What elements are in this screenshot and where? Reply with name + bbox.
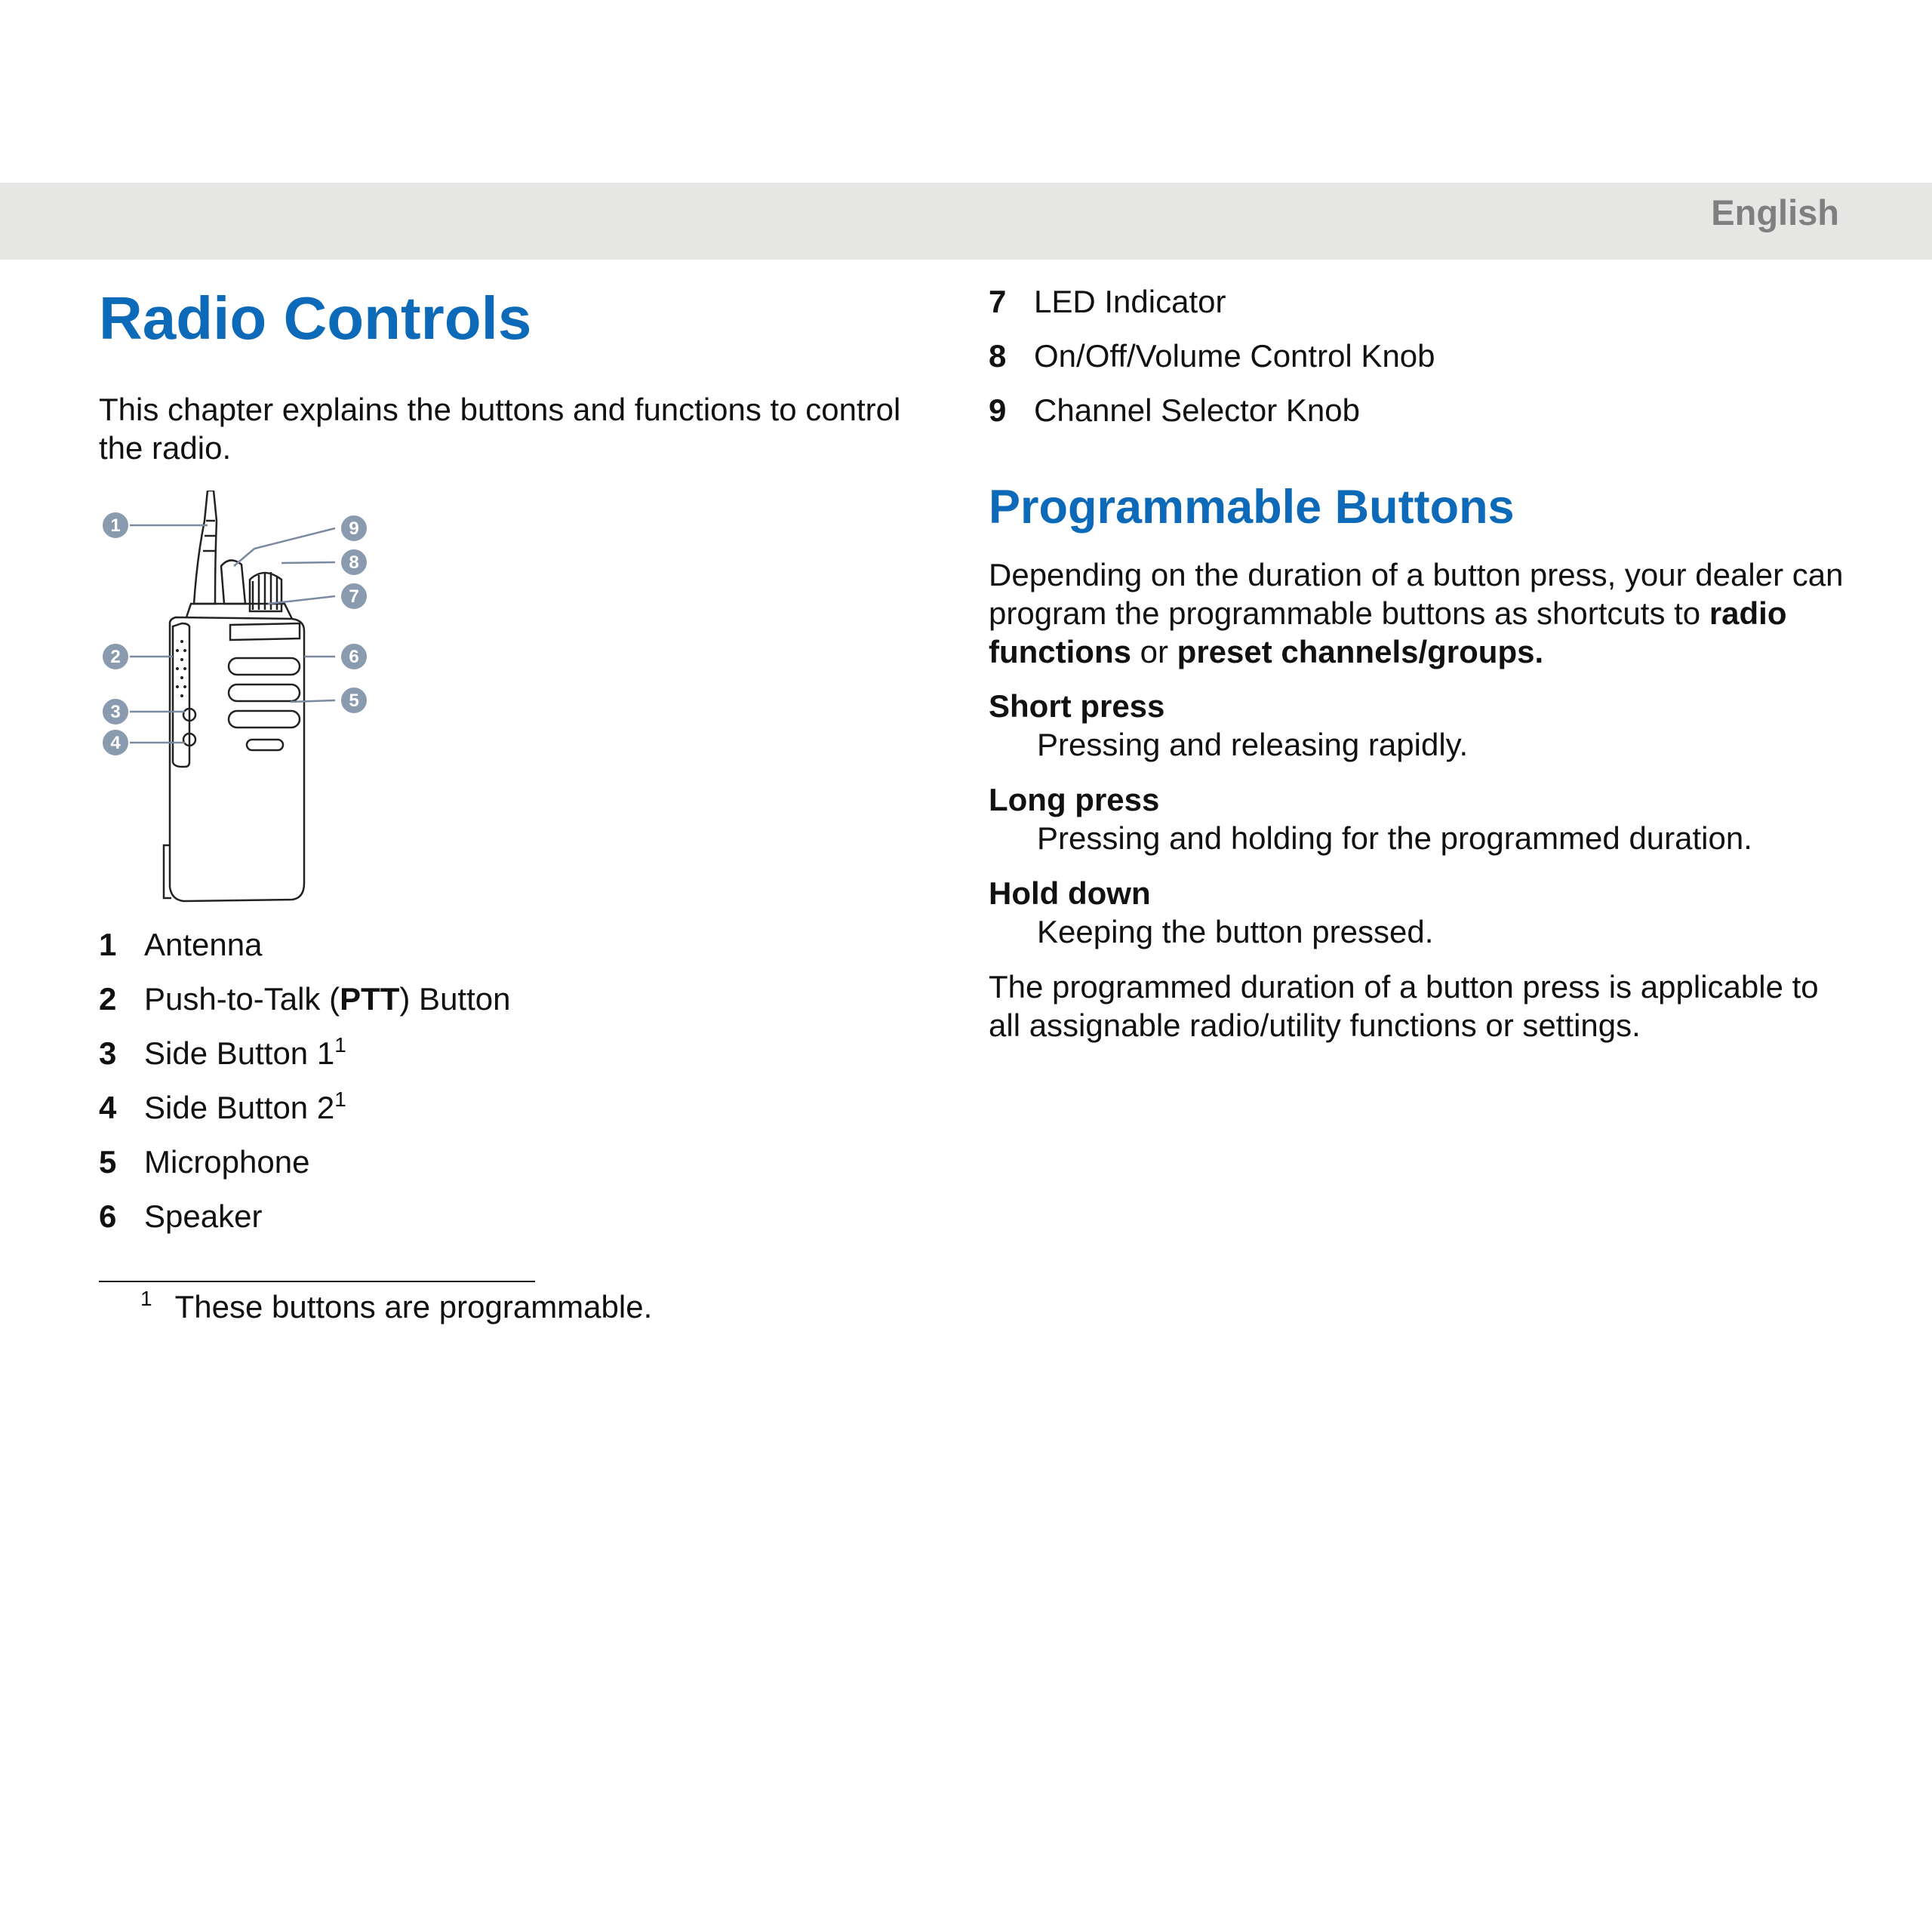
controls-legend-left bbox=[99, 927, 511, 1253]
legend-item: 5 Microphone bbox=[99, 1144, 310, 1180]
legend-item: 4 Side Button $2^1$ bbox=[99, 1088, 346, 1125]
page-title: Radio Controls bbox=[99, 285, 532, 352]
legend-item: 6 Speaker bbox=[99, 1198, 263, 1234]
footnote-divider bbox=[99, 1281, 535, 1282]
section-intro: Depending on the duration of a button press, your dealer can program the programmable buttons as shortcuts to radio functions or preset channels/groups. bbox=[989, 557, 1844, 669]
intro-paragraph: This chapter explains the buttons and functions to control the radio. bbox=[99, 392, 901, 466]
callout-7: 7 bbox=[349, 586, 359, 607]
radio-diagram bbox=[94, 491, 381, 906]
callout-1: 1 bbox=[110, 515, 121, 536]
footnote-ref: 1 bbox=[334, 1088, 346, 1111]
legend-item: 3 Side Button $1^1$ bbox=[99, 1033, 346, 1071]
speaker-grille bbox=[229, 658, 300, 750]
definition-desc: Pressing and releasing rapidly. bbox=[1037, 727, 1469, 762]
callout-8: 8 bbox=[349, 552, 359, 573]
section-title: Programmable Buttons bbox=[989, 481, 1515, 534]
callout-3: 3 bbox=[110, 702, 121, 722]
callout-2: 2 bbox=[110, 647, 121, 667]
callout-4: 4 bbox=[110, 733, 121, 753]
definition-term: Hold down bbox=[989, 875, 1151, 911]
channel-knob-shape bbox=[221, 560, 245, 604]
led-window-shape bbox=[230, 623, 300, 640]
language-label: English bbox=[1711, 192, 1839, 232]
footnote: $^1$ These buttons are programmable. bbox=[140, 1287, 653, 1324]
legend-item: 1 Antenna bbox=[99, 927, 263, 962]
language-header-bar bbox=[0, 183, 1932, 260]
legend-item: 7 LED Indicator bbox=[989, 284, 1226, 319]
closing-paragraph: The programmed duration of a button press is applicable to all assignable radio/utility functions or settings. bbox=[989, 969, 1819, 1043]
callout-9: 9 bbox=[349, 518, 359, 539]
legend-item: 9 Channel Selector Knob bbox=[989, 392, 1360, 428]
legend-item: 2 Push-to-Talk (PTT) Button bbox=[99, 981, 511, 1017]
antenna-shape bbox=[194, 491, 217, 604]
callout-6: 6 bbox=[349, 647, 359, 667]
definition-desc: Keeping the button pressed. bbox=[1037, 914, 1434, 949]
controls-legend-right bbox=[989, 284, 1435, 447]
footnote-ref: 1 bbox=[334, 1033, 346, 1057]
definition-term: Long press bbox=[989, 782, 1160, 817]
callout-5: 5 bbox=[349, 691, 359, 711]
press-definitions bbox=[989, 687, 1857, 968]
legend-item: 8 On/Off/Volume Control Knob bbox=[989, 338, 1435, 374]
definition-term: Short press bbox=[989, 688, 1165, 724]
definition-desc: Pressing and holding for the programmed duration. bbox=[1037, 820, 1752, 856]
